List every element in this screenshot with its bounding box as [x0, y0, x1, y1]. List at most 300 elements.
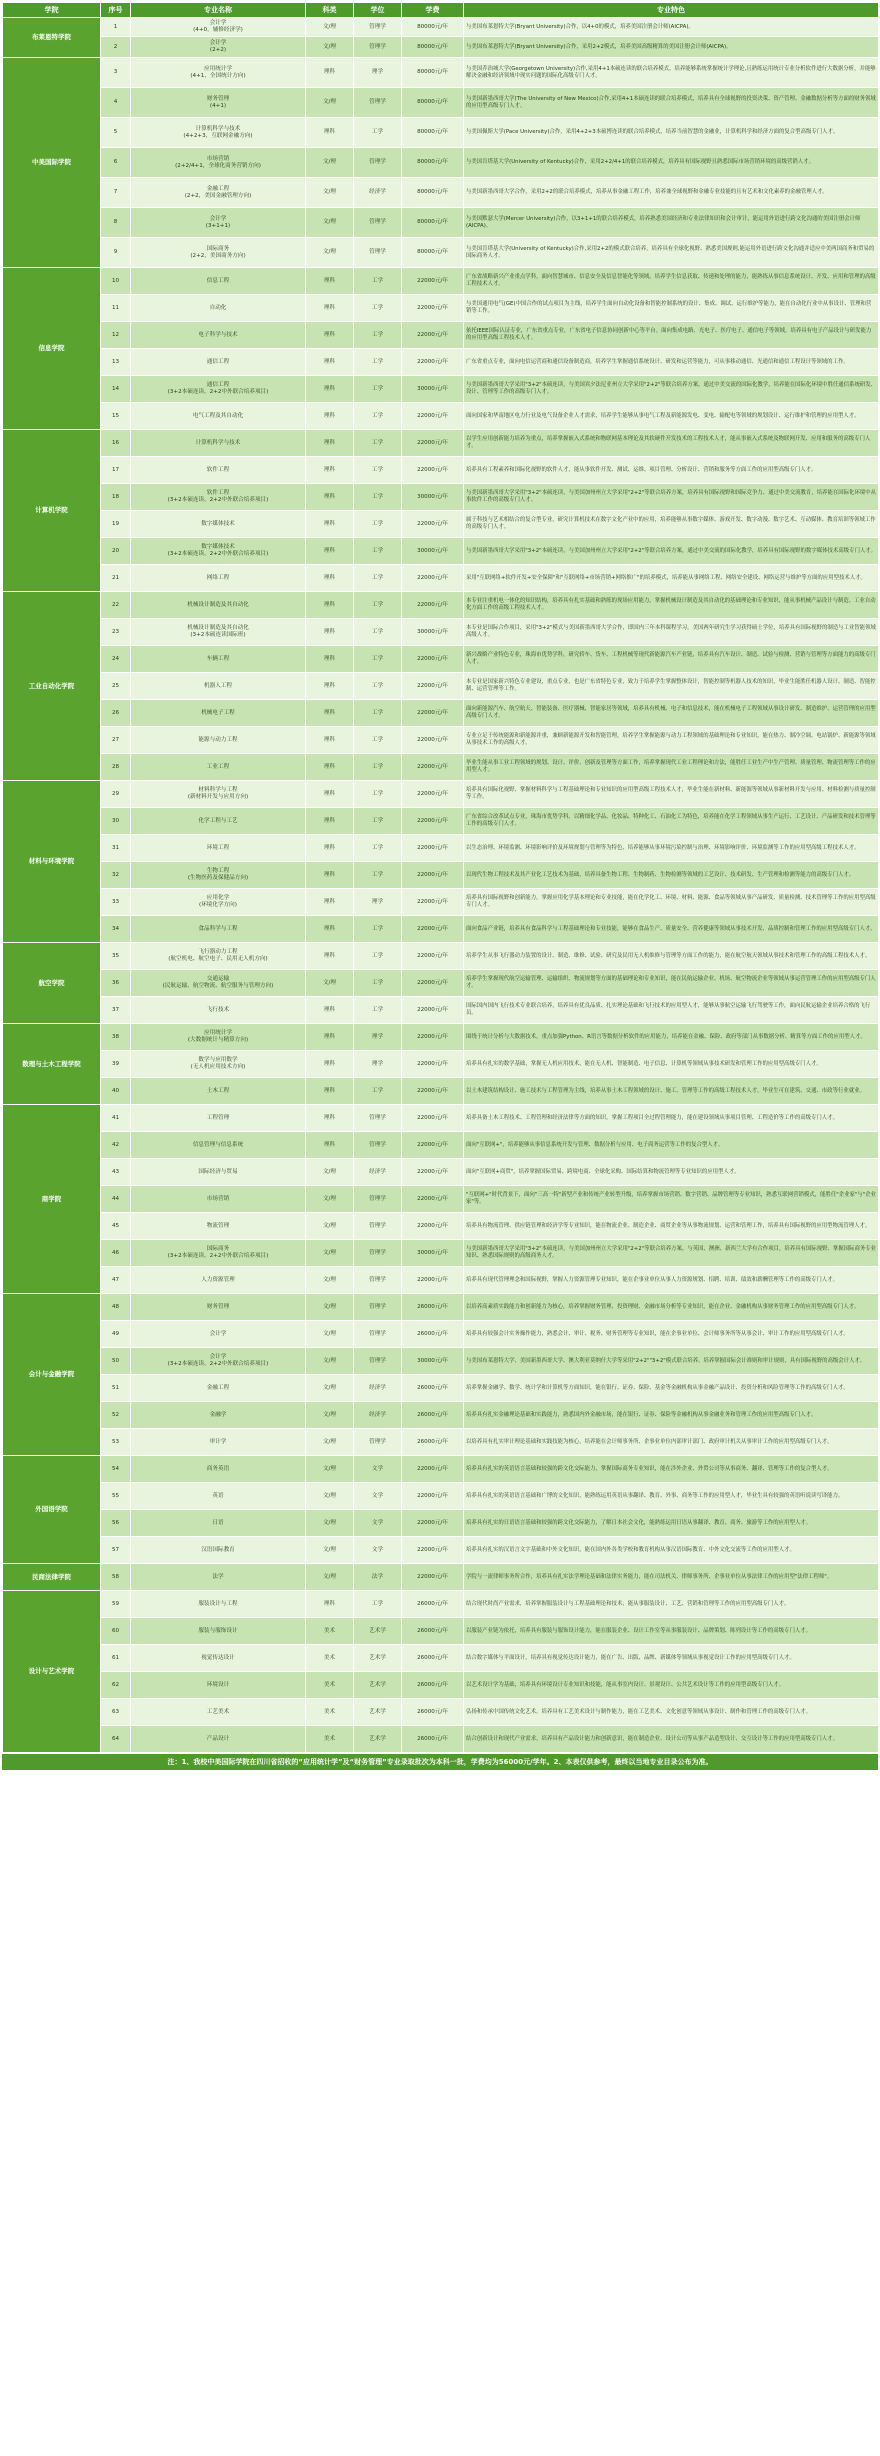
degree: 管理学 [354, 1267, 402, 1294]
major-name: 化学工程与工艺 [131, 808, 306, 835]
tuition-fee: 22000元/年 [402, 1024, 464, 1051]
row-number: 18 [101, 484, 131, 511]
major-name: 应用统计学 (4+1，全国统计方向) [131, 58, 306, 88]
row-number: 1 [101, 18, 131, 37]
major-feature: 与美国新墨西哥大学采用"3+2"本硕连读，与美国加州州立大学采用"2+2"等联合培养方案，与英国、澳洲、新西兰大学有合作项目，培养具有国际视野、掌握国际商务专业知识、熟悉国际规则的高级商务人才。 [464, 1240, 879, 1267]
row-number: 33 [101, 889, 131, 916]
tuition-fee: 80000元/年 [402, 208, 464, 238]
category: 理科 [306, 943, 354, 970]
degree: 工学 [354, 430, 402, 457]
category: 理科 [306, 808, 354, 835]
tuition-fee: 26000元/年 [402, 1591, 464, 1618]
major-feature: 与美国布莱恩特大学、美国新墨西哥大学、澳大利亚莫纳什大学等采用"2+2""3+2"模式联合培养，培养掌握国际会计准则和审计规则，具有国际视野的高级会计人才。 [464, 1348, 879, 1375]
tuition-fee: 22000元/年 [402, 1267, 464, 1294]
category: 理科 [306, 376, 354, 403]
major-name: 工艺美术 [131, 1699, 306, 1726]
tuition-fee: 26000元/年 [402, 1402, 464, 1429]
category: 理科 [306, 673, 354, 700]
major-feature: 培养学生从事飞行器动力装置的设计、制造、维修、试验、研究及民用无人机维修与管理等方面工作的能力，能在航空航天领域从事技术和管理工作的高级工程技术人才。 [464, 943, 879, 970]
row-number: 54 [101, 1456, 131, 1483]
tuition-fee: 80000元/年 [402, 18, 464, 37]
degree: 工学 [354, 754, 402, 781]
table-row [3, 58, 879, 88]
degree: 文学 [354, 1537, 402, 1564]
category: 文/理 [306, 1456, 354, 1483]
row-number: 38 [101, 1024, 131, 1051]
category: 文/理 [306, 1321, 354, 1348]
table-row [3, 808, 879, 835]
major-feature: 广东省战略新兴产业重点学科，面向智慧城市、信息安全及信息智能化等领域，培养学生信息获取、传递和处理的能力，能熟练从事信息系统设计、开发、应用和管理的高级工程技术人才。 [464, 268, 879, 295]
category: 美术 [306, 1618, 354, 1645]
tuition-fee: 22000元/年 [402, 592, 464, 619]
tuition-fee: 22000元/年 [402, 295, 464, 322]
college-cell: 民商法律学院 [3, 1564, 101, 1591]
row-number: 12 [101, 322, 131, 349]
table-row [3, 511, 879, 538]
degree: 工学 [354, 943, 402, 970]
table-row [3, 1510, 879, 1537]
major-feature: 面向国家和华南地区电力行业及电气设备企业人才需求，培养学生能够从事电气工程及新能源发电、变电、输配电等领域的规划设计、运行维护和管理的应用型人才。 [464, 403, 879, 430]
major-name: 金融工程 (2+2，美国金融管理方向) [131, 178, 306, 208]
row-number: 5 [101, 118, 131, 148]
college-cell: 计算机学院 [3, 430, 101, 592]
major-name: 软件工程 [131, 457, 306, 484]
row-number: 60 [101, 1618, 131, 1645]
category: 文/理 [306, 37, 354, 58]
tuition-fee: 26000元/年 [402, 1672, 464, 1699]
degree: 工学 [354, 862, 402, 889]
category: 文/理 [306, 1267, 354, 1294]
row-number: 57 [101, 1537, 131, 1564]
table-row [3, 673, 879, 700]
degree: 管理学 [354, 1321, 402, 1348]
header-major: 专业名称 [131, 3, 306, 18]
table-row [3, 538, 879, 565]
tuition-fee: 22000元/年 [402, 781, 464, 808]
tuition-fee: 26000元/年 [402, 1699, 464, 1726]
major-feature: 与美国布莱恩特大学(Bryant University)合作，采用2+2模式，培养美国高级精算的美国注册会计师(AICPA)。 [464, 37, 879, 58]
degree: 工学 [354, 376, 402, 403]
degree: 管理学 [354, 1429, 402, 1456]
degree: 工学 [354, 322, 402, 349]
row-number: 25 [101, 673, 131, 700]
tuition-fee: 22000元/年 [402, 268, 464, 295]
row-number: 31 [101, 835, 131, 862]
degree: 工学 [354, 727, 402, 754]
degree: 工学 [354, 118, 402, 148]
table-row [3, 970, 879, 997]
degree: 管理学 [354, 1240, 402, 1267]
table-row [3, 37, 879, 58]
major-name: 数字媒体技术 (3+2本硕连读、2+2中外联合培养项目) [131, 538, 306, 565]
category: 文/理 [306, 148, 354, 178]
table-row [3, 430, 879, 457]
category: 文/理 [306, 1294, 354, 1321]
category: 文/理 [306, 1213, 354, 1240]
table-row [3, 457, 879, 484]
category: 理科 [306, 700, 354, 727]
row-number: 19 [101, 511, 131, 538]
major-feature: 与美国新墨西哥大学采用"3+2"本硕连读，与美国加州州立大学采用"2+2"等联合培养方案，通过中美交流的国际化教学，培养具有国际视野的数字媒体技术高级专门人才。 [464, 538, 879, 565]
degree: 工学 [354, 484, 402, 511]
degree: 经济学 [354, 1159, 402, 1186]
row-number: 44 [101, 1186, 131, 1213]
category: 文/理 [306, 1564, 354, 1591]
tuition-fee: 22000元/年 [402, 1186, 464, 1213]
table-row [3, 916, 879, 943]
table-row [3, 565, 879, 592]
table-row [3, 1591, 879, 1618]
tuition-fee: 22000元/年 [402, 1132, 464, 1159]
degree: 艺术学 [354, 1618, 402, 1645]
category: 美术 [306, 1645, 354, 1672]
table-row [3, 376, 879, 403]
row-number: 42 [101, 1132, 131, 1159]
major-table-sheet [2, 2, 878, 1770]
degree: 艺术学 [354, 1672, 402, 1699]
row-number: 37 [101, 997, 131, 1024]
degree: 管理学 [354, 1186, 402, 1213]
tuition-fee: 26000元/年 [402, 1726, 464, 1753]
degree: 工学 [354, 970, 402, 997]
major-feature: 培养掌握金融学、数学、统计学和计算机等方面知识，能在银行、证券、保险、基金等金融机构从事金融产品设计、投资分析和风险管理等工作的高级专门人才。 [464, 1375, 879, 1402]
degree: 工学 [354, 268, 402, 295]
category: 理科 [306, 754, 354, 781]
category: 文/理 [306, 1510, 354, 1537]
tuition-fee: 80000元/年 [402, 238, 464, 268]
table-row [3, 1078, 879, 1105]
tuition-fee: 26000元/年 [402, 1645, 464, 1672]
tuition-fee: 80000元/年 [402, 178, 464, 208]
tuition-fee: 22000元/年 [402, 970, 464, 997]
degree: 经济学 [354, 1375, 402, 1402]
degree: 管理学 [354, 208, 402, 238]
major-feature: 培养具有国际视野和创新能力，掌握应用化学基本理论和专业技能，能在化学化工、环境、材料、能源、食品等领域从事产品研发、质量检测、技术管理等工作的应用型高级专门人才。 [464, 889, 879, 916]
table-row [3, 1348, 879, 1375]
tuition-fee: 80000元/年 [402, 148, 464, 178]
table-row [3, 592, 879, 619]
major-name: 国际经济与贸易 [131, 1159, 306, 1186]
category: 理科 [306, 322, 354, 349]
college-cell: 布莱恩特学院 [3, 18, 101, 58]
row-number: 59 [101, 1591, 131, 1618]
degree: 法学 [354, 1564, 402, 1591]
row-number: 62 [101, 1672, 131, 1699]
tuition-fee: 22000元/年 [402, 1159, 464, 1186]
table-row [3, 754, 879, 781]
major-name: 环境工程 [131, 835, 306, 862]
row-number: 48 [101, 1294, 131, 1321]
major-feature: 本专业注重机电一体化的知识结构，培养具有扎实基础和熟练的现场应用能力，掌握机械设计制造及其自动化的基础理论和专业知识，能从事机械产品设计与制造、工业自动化方面工作的高级工程技术人才。 [464, 592, 879, 619]
major-name: 工业工程 [131, 754, 306, 781]
table-row [3, 403, 879, 430]
row-number: 17 [101, 457, 131, 484]
tuition-fee: 22000元/年 [402, 862, 464, 889]
category: 理科 [306, 457, 354, 484]
tuition-fee: 22000元/年 [402, 403, 464, 430]
category: 文/理 [306, 1375, 354, 1402]
row-number: 53 [101, 1429, 131, 1456]
table-row [3, 18, 879, 37]
major-name: 物流管理 [131, 1213, 306, 1240]
table-row [3, 1159, 879, 1186]
category: 美术 [306, 1672, 354, 1699]
degree: 艺术学 [354, 1726, 402, 1753]
major-feature: 与美国新墨西哥大学(The University of New Mexico)合作,采用4+1本硕连读的联合培养模式，培养具有全球视野的投资决策、资产管理、金融数据分析等方面的财务领域的应用型高级专门人才。 [464, 88, 879, 118]
major-feature: 培养具有扎实金融理论基础和实践能力，熟悉国内外金融市场，能在银行、证券、保险等金融机构从事金融业务和管理工作的应用型高级专门人才。 [464, 1402, 879, 1429]
table-row [3, 1699, 879, 1726]
degree: 工学 [354, 808, 402, 835]
category: 文/理 [306, 208, 354, 238]
row-number: 56 [101, 1510, 131, 1537]
major-name: 电气工程及其自动化 [131, 403, 306, 430]
tuition-fee: 22000元/年 [402, 1105, 464, 1132]
major-name: 服装设计与工程 [131, 1591, 306, 1618]
degree: 管理学 [354, 1132, 402, 1159]
degree: 工学 [354, 538, 402, 565]
row-number: 41 [101, 1105, 131, 1132]
tuition-fee: 22000元/年 [402, 943, 464, 970]
major-feature: 面向"互联网+"，培养能够从事信息系统开发与管理、数据分析与应用、电子商务运营等工作的复合型人才。 [464, 1132, 879, 1159]
row-number: 55 [101, 1483, 131, 1510]
major-name: 网络工程 [131, 565, 306, 592]
major-name: 软件工程 (3+2本硕连读、2+2中外联合培养项目) [131, 484, 306, 511]
degree: 工学 [354, 592, 402, 619]
row-number: 49 [101, 1321, 131, 1348]
category: 理科 [306, 511, 354, 538]
major-feature: "互联网+"时代背景下，面向"三高一特"新型产业和传统产业转型升级，培养掌握市场营销、数字营销、品牌管理等专业知识，熟悉互联网营销模式，能胜任"企业家"与"企业家"等。 [464, 1186, 879, 1213]
major-feature: 与美国通用电气(GE)中国合作的试点项目为主线，培养学生面向自动化设备和智能控制系统的设计、集成、调试、运行维护等能力，能在自动化行业中从事设计、管理和营销等工作。 [464, 295, 879, 322]
degree: 工学 [354, 916, 402, 943]
major-name: 汉语国际教育 [131, 1537, 306, 1564]
major-feature: 与美国肯塔基大学(University of Kentucky)合作，采用2+2/4+1的联合培养模式，培养具有国际视野且熟悉国际市场营销环境的高级营销人才。 [464, 148, 879, 178]
category: 理科 [306, 727, 354, 754]
major-name: 视觉传达设计 [131, 1645, 306, 1672]
major-feature: 培养学生掌握现代航空运输管理、运输组织、物流规划等方面的基础理论和专业知识，能在民航运输企业、机场、航空物流企业等领域从事运营管理工作的应用型高级专门人才。 [464, 970, 879, 997]
table-row [3, 700, 879, 727]
college-cell: 工业自动化学院 [3, 592, 101, 781]
table-row [3, 1402, 879, 1429]
major-feature: 培养具备土木工程技术、工程管理和经济法律等方面的知识，掌握工程项目全过程管理能力，能在建设领域从事项目管理、工程造价等工作的高级专门人才。 [464, 1105, 879, 1132]
college-cell: 会计与金融学院 [3, 1294, 101, 1456]
degree: 工学 [354, 1078, 402, 1105]
major-feature: 专业立足于传统能源和新能源并重，兼顾新能源开发和智能管理，培养学生掌握能源与动力工程领域的基础理论和专业知识，能在热力、制冷空调、电站锅炉、新能源等领域从事技术工作的高级人才。 [464, 727, 879, 754]
tuition-fee: 80000元/年 [402, 88, 464, 118]
degree: 理学 [354, 1024, 402, 1051]
major-name: 会计学 (3+2本硕连读、2+2中外联合培养项目) [131, 1348, 306, 1375]
tuition-fee: 22000元/年 [402, 565, 464, 592]
tuition-fee: 22000元/年 [402, 1564, 464, 1591]
tuition-fee: 22000元/年 [402, 430, 464, 457]
degree: 管理学 [354, 18, 402, 37]
major-feature: 围绕于统计分析与大数据技术，重点加强Python、R语言等数据分析软件的应用能力，培养能在金融、保险、政府等部门从事数据分析、精算等方面工作的应用型人才。 [464, 1024, 879, 1051]
major-feature: 培养具有扎实的英语语言基础和较强的跨文化交际能力，掌握国际商务专业知识，能在涉外企业、外贸公司等从事商务、翻译、管理等工作的复合型人才。 [464, 1456, 879, 1483]
category: 文/理 [306, 88, 354, 118]
row-number: 40 [101, 1078, 131, 1105]
category: 文/理 [306, 1537, 354, 1564]
tuition-fee: 22000元/年 [402, 916, 464, 943]
category: 理科 [306, 565, 354, 592]
major-feature: 面向"互联网+商贸"，培养掌握国际贸易、跨境电商、全球化采购、国际结算和物流管理等专业知识的应用型人才。 [464, 1159, 879, 1186]
row-number: 14 [101, 376, 131, 403]
college-cell: 设计与艺术学院 [3, 1591, 101, 1753]
major-name: 会计学 (3+1+1) [131, 208, 306, 238]
tuition-fee: 26000元/年 [402, 1321, 464, 1348]
row-number: 43 [101, 1159, 131, 1186]
major-name: 数学与应用数学 (无人机应用技术方向) [131, 1051, 306, 1078]
major-feature: 依托IEEE国际认证专业，广东省重点专业，广东省电子信息协同创新中心等平台。面向集成电路、光电子、医疗电子、通信电子等领域，培养具有电子产品设计与研发能力的应用型高级工程技术人才。 [464, 322, 879, 349]
category: 理科 [306, 58, 354, 88]
row-number: 47 [101, 1267, 131, 1294]
row-number: 13 [101, 349, 131, 376]
major-name: 日语 [131, 1510, 306, 1537]
row-number: 34 [101, 916, 131, 943]
tuition-fee: 22000元/年 [402, 835, 464, 862]
row-number: 24 [101, 646, 131, 673]
major-feature: 培养具有扎实的英语语言基础和广博的文化知识，能熟练运用英语从事翻译、教育、外事、商务等工作的应用型人才，毕业生具有较强的英语听说读写译能力。 [464, 1483, 879, 1510]
major-name: 能源与动力工程 [131, 727, 306, 754]
category: 美术 [306, 1726, 354, 1753]
major-feature: 与美国新墨西哥大学采用"3+2"本硕连读，与美国加州州立大学采用"2+2"等联合培养方案，培养具有国际视野和国际竞争力、通过中美交流教育，培养能在国际化环境中从事软件工作的高级专门人才。 [464, 484, 879, 511]
category: 理科 [306, 1591, 354, 1618]
major-feature: 与美国新墨西哥大学采用"3+2"本硕连读，与美国宾夕法尼亚州立大学采用"2+2"等联合培养方案，通过中美交流的国际化教学，培养能在国际化环境中胜任通信系统研发、设计、管理等工作的高级专门人才。 [464, 376, 879, 403]
header-feature: 专业特色 [464, 3, 879, 18]
tuition-fee: 26000元/年 [402, 1618, 464, 1645]
major-name: 金融工程 [131, 1375, 306, 1402]
major-name: 机械设计制造及其自动化 (3+2本硕连读国际班) [131, 619, 306, 646]
tuition-fee: 80000元/年 [402, 118, 464, 148]
college-cell: 数理与土木工程学院 [3, 1024, 101, 1105]
major-name: 人力资源管理 [131, 1267, 306, 1294]
major-feature: 与美国布莱恩特大学(Bryant University)合作，以4+0的模式，培养美国注册会计师(AICPA)。 [464, 18, 879, 37]
major-name: 市场营销 [131, 1186, 306, 1213]
table-row [3, 148, 879, 178]
major-feature: 属于科技与艺术相结合的复合型专业，研究计算机技术在数字文化产业中的应用，培养能够从事数字媒体、游戏开发、数字动漫、数字艺术、互动媒体、教育培训等领域工作的高级专门人才。 [464, 511, 879, 538]
row-number: 27 [101, 727, 131, 754]
major-feature: 以艺术设计学为基础，培养具有环境设计专业知识和技能，能从事室内设计、景观设计、公共艺术设计等工作的应用型高级专门人才。 [464, 1672, 879, 1699]
table-row [3, 1645, 879, 1672]
category: 理科 [306, 781, 354, 808]
row-number: 51 [101, 1375, 131, 1402]
table-row [3, 268, 879, 295]
category: 文/理 [306, 1159, 354, 1186]
major-feature: 以培养具有扎实审计理论基础和实践技能为核心，培养能在会计师事务所、企事业单位内部审计部门、政府审计机关从事审计工作的应用型高级专门人才。 [464, 1429, 879, 1456]
major-name: 飞行器动力工程 (航空机电、航空电子、民用无人机方向) [131, 943, 306, 970]
degree: 管理学 [354, 1105, 402, 1132]
degree: 文学 [354, 1456, 402, 1483]
major-feature: 培养具有国际化视野、掌握材料科学与工程基础理论和专业知识的应用型高级工程技术人才，毕业生能在新材料、新能源等领域从事新材料开发与应用、材料检测与质量控制等工作。 [464, 781, 879, 808]
major-name: 土木工程 [131, 1078, 306, 1105]
header-college: 学院 [3, 3, 101, 18]
row-number: 30 [101, 808, 131, 835]
category: 文/理 [306, 1483, 354, 1510]
row-number: 20 [101, 538, 131, 565]
header-fee: 学费 [402, 3, 464, 18]
major-name: 服装与服饰设计 [131, 1618, 306, 1645]
major-feature: 以现代生物工程技术及其产业化工艺技术为基础，培养具备生物工程、生物制药、生物检测等领域的工艺设计、技术研发、生产管理和检测等能力的高级专门人才。 [464, 862, 879, 889]
major-feature: 广东省重点专业，面向电信运营商和通信设备制造商，培养学生掌握通信系统设计、研发和运营等能力，可从事移动通信、光通信和通信工程设计等领域的工作。 [464, 349, 879, 376]
row-number: 28 [101, 754, 131, 781]
category: 理科 [306, 349, 354, 376]
degree: 工学 [354, 457, 402, 484]
major-feature: 采用"互联网络+软件开发+安全保障"和"互联网络+市场营销+网络推广"的培养模式，培养能从事网络工程、网络安全建设、网络运营与维护等方面的应用型技术人才。 [464, 565, 879, 592]
major-feature: 以服装产业链为依托，培养具有服装与服饰设计能力，能在服装企业、设计工作室等从事服装设计、品牌策划、陈列设计等工作的高级专门人才。 [464, 1618, 879, 1645]
table-row [3, 88, 879, 118]
header-category: 科类 [306, 3, 354, 18]
tuition-fee: 30000元/年 [402, 1240, 464, 1267]
major-feature: 国际国内国内飞行技术专业联合培养，培养具有优良品质、扎实理论基础和飞行技术的应用型人才，能够从事航空运输飞行驾驶等工作，面向民航运输企业培养合格的飞行员。 [464, 997, 879, 1024]
row-number: 46 [101, 1240, 131, 1267]
degree: 文学 [354, 1510, 402, 1537]
degree: 管理学 [354, 88, 402, 118]
degree: 工学 [354, 997, 402, 1024]
tuition-fee: 22000元/年 [402, 646, 464, 673]
degree: 工学 [354, 565, 402, 592]
major-feature: 培养具有扎实的汉语言文字基础和中外文化知识，能在国内外各类学校和教育机构从事汉语国际教育、中外文化交流等工作的应用型人才。 [464, 1537, 879, 1564]
major-name: 信息工程 [131, 268, 306, 295]
degree: 艺术学 [354, 1645, 402, 1672]
major-feature: 结合数字媒体与平面设计，培养具有视觉传达设计能力，能在广告、出版、品牌、新媒体等领域从事视觉设计工作的应用型高级专门人才。 [464, 1645, 879, 1672]
table-row [3, 1456, 879, 1483]
table-row [3, 238, 879, 268]
row-number: 21 [101, 565, 131, 592]
tuition-fee: 22000元/年 [402, 349, 464, 376]
row-number: 7 [101, 178, 131, 208]
major-feature: 培养具有现代管理理念和国际视野，掌握人力资源管理专业知识，能在企事业单位从事人力资源规划、招聘、培训、绩效和薪酬管理等工作的高级专门人才。 [464, 1267, 879, 1294]
major-feature: 本专业是国家新兴特色专业建设，重点专业，也是广东省特色专业，致力于培养学生掌握整体设计，智能控制等机器人技术的知识，毕业生能胜任机器人设计、制造、智能控制、运营管理等工作。 [464, 673, 879, 700]
major-name: 财务管理 [131, 1294, 306, 1321]
table-row [3, 349, 879, 376]
table-row [3, 1051, 879, 1078]
row-number: 45 [101, 1213, 131, 1240]
major-feature: 以学生应用创新能力培养为重点，培养掌握嵌入式系统和物联网基本理论及其软硬件开发技术的工程技术人才，能从事嵌入式系统及物联网开发、应用和服务的高级专门人才。 [464, 430, 879, 457]
table-row [3, 322, 879, 349]
row-number: 9 [101, 238, 131, 268]
table-row [3, 1240, 879, 1267]
major-name: 国际商务 (2+2，美国商务方向) [131, 238, 306, 268]
major-feature: 本专业是国际合作项目，采用"3+2"模式与美国新墨西哥大学合作，即国内三年本科课程学习，美国两年研究生学习获得硕士学位，培养具有国际视野的制造与工业智能领域高级人才。 [464, 619, 879, 646]
degree: 管理学 [354, 148, 402, 178]
category: 理科 [306, 538, 354, 565]
category: 理科 [306, 1024, 354, 1051]
major-feature: 结合现代时尚产业需求，培养掌握服装设计与工程基础理论和技术，能从事服装设计、工艺、营销和管理等工作的应用型高级专门人才。 [464, 1591, 879, 1618]
table-row [3, 1186, 879, 1213]
table-row [3, 1564, 879, 1591]
major-name: 生物工程 (生物医药及保健品方向) [131, 862, 306, 889]
table-row [3, 1375, 879, 1402]
row-number: 32 [101, 862, 131, 889]
category: 美术 [306, 1699, 354, 1726]
row-number: 50 [101, 1348, 131, 1375]
major-name: 信息管理与信息系统 [131, 1132, 306, 1159]
major-name: 应用化学 (环境化学方向) [131, 889, 306, 916]
major-feature: 培养具有较强会计实务操作能力，熟悉会计、审计、税务、财务管理等专业知识，能在企事业单位、会计师事务所等从事会计、审计工作的应用型高级专门人才。 [464, 1321, 879, 1348]
tuition-fee: 26000元/年 [402, 1375, 464, 1402]
major-feature: 面向新能源汽车、航空航天、智能装备、医疗器械、智能家居等领域，培养具有机械、电子和信息技术，能在机械电子工程领域从事设计研发、制造维护、运营管理的应用型高级专门人才。 [464, 700, 879, 727]
row-number: 36 [101, 970, 131, 997]
tuition-fee: 22000元/年 [402, 997, 464, 1024]
major-name: 飞行技术 [131, 997, 306, 1024]
degree: 理学 [354, 58, 402, 88]
tuition-fee: 22000元/年 [402, 754, 464, 781]
table-row [3, 646, 879, 673]
category: 理科 [306, 1105, 354, 1132]
category: 文/理 [306, 1402, 354, 1429]
degree: 经济学 [354, 1402, 402, 1429]
tuition-fee: 30000元/年 [402, 376, 464, 403]
degree: 工学 [354, 700, 402, 727]
category: 文/理 [306, 238, 354, 268]
